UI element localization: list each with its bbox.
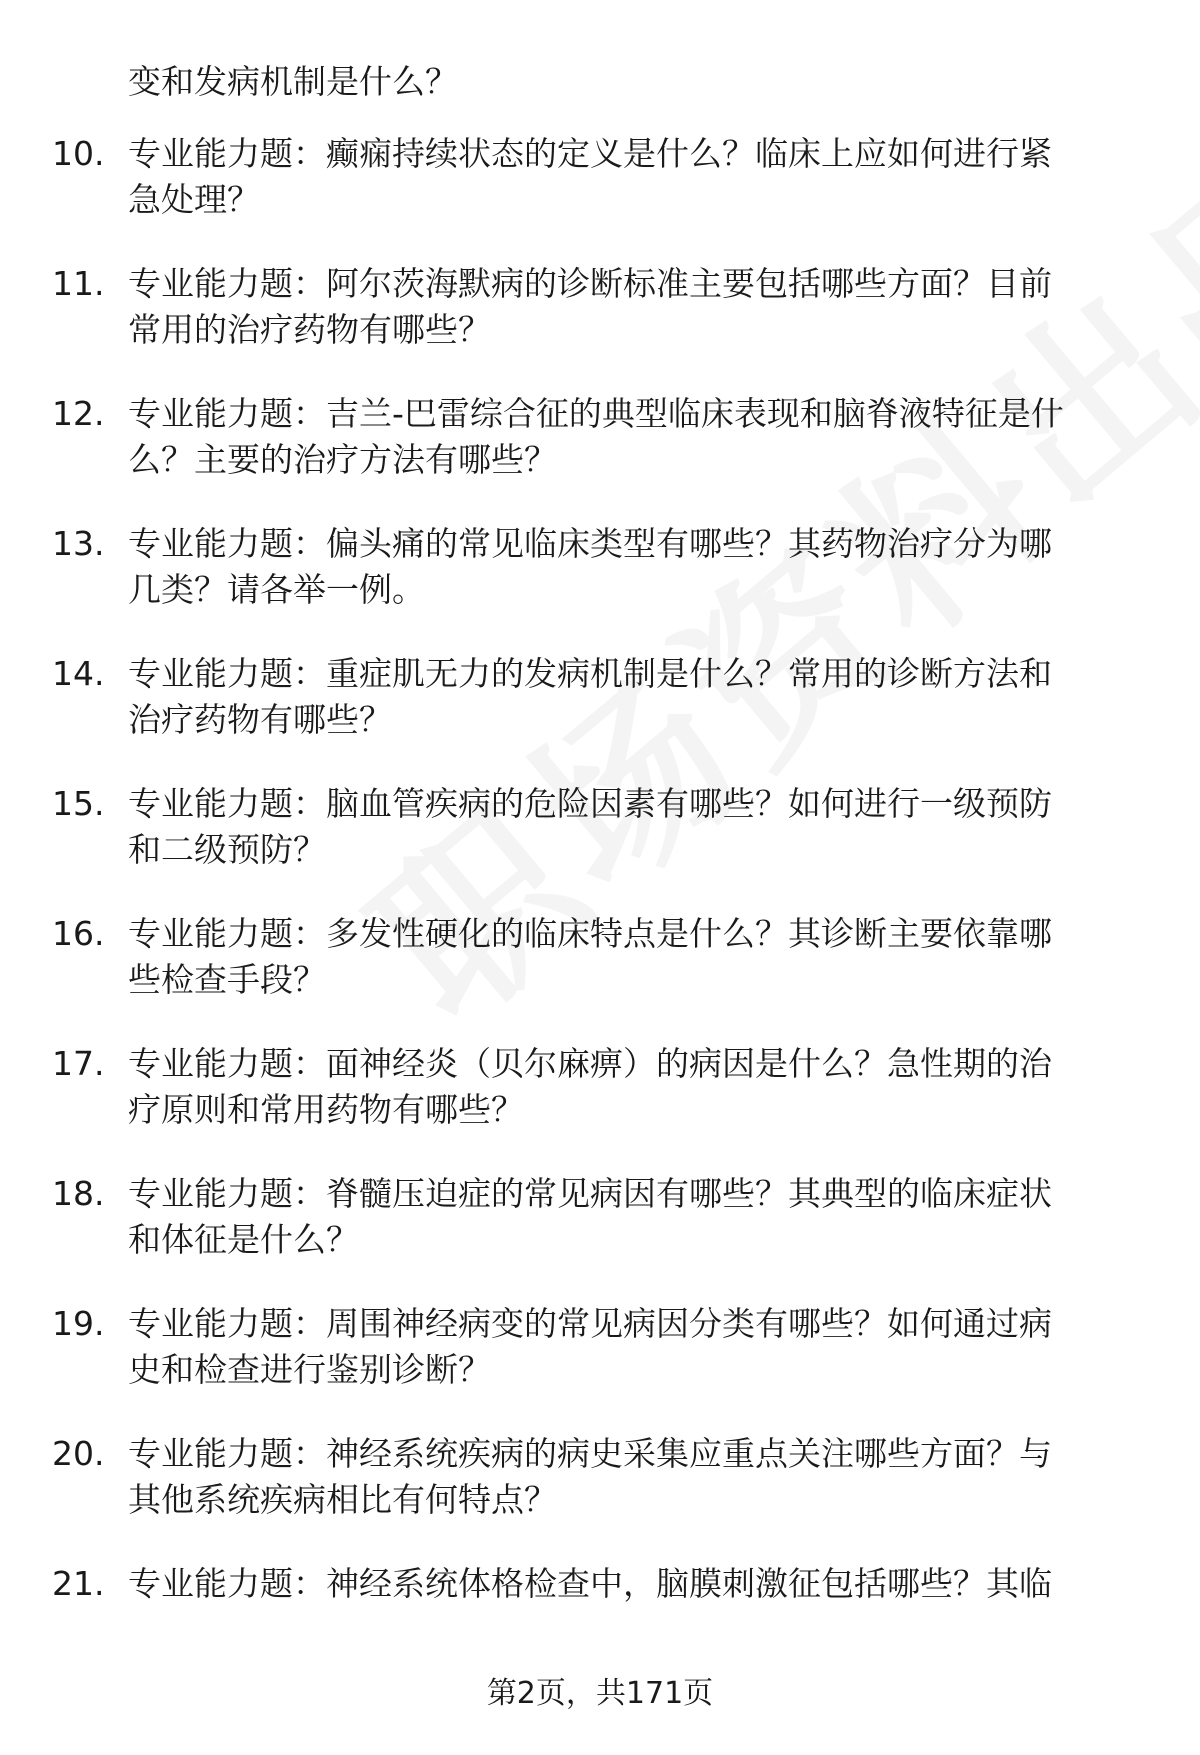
question-text-line: 专业能力题：癫痫持续状态的定义是什么？临床上应如何进行紧	[128, 134, 1052, 173]
question-text-line: 专业能力题：面神经炎（贝尔麻痹）的病因是什么？急性期的治	[128, 1044, 1052, 1083]
question-number: 10.	[52, 134, 105, 173]
question-number: 20.	[52, 1434, 105, 1473]
question-text-line: 和二级预防？	[128, 830, 326, 869]
question-text-line: 治疗药物有哪些？	[128, 700, 392, 739]
question-number: 14.	[52, 654, 105, 693]
question-number: 13.	[52, 524, 105, 563]
question-text-line: 急处理？	[128, 180, 260, 219]
question-number: 17.	[52, 1044, 105, 1083]
question-text-line: 专业能力题：多发性硬化的临床特点是什么？其诊断主要依靠哪	[128, 914, 1052, 953]
question-text-line: 疗原则和常用药物有哪些？	[128, 1090, 524, 1129]
question-text-line: 专业能力题：重症肌无力的发病机制是什么？常用的诊断方法和	[128, 654, 1052, 693]
question-text-line: 专业能力题：吉兰-巴雷综合征的典型临床表现和脑脊液特征是什	[128, 394, 1064, 433]
question-text-line: 其他系统疾病相比有何特点？	[128, 1480, 557, 1519]
question-text-line: 专业能力题：脑血管疾病的危险因素有哪些？如何进行一级预防	[128, 784, 1052, 823]
question-text-line: 专业能力题：脊髓压迫症的常见病因有哪些？其典型的临床症状	[128, 1174, 1052, 1213]
question-number: 18.	[52, 1174, 105, 1213]
question-number: 19.	[52, 1304, 105, 1343]
question-number: 11.	[52, 264, 105, 303]
question-number: 12.	[52, 394, 105, 433]
question-text-line: 专业能力题：神经系统疾病的病史采集应重点关注哪些方面？与	[128, 1434, 1052, 1473]
question-text-line: 些检查手段？	[128, 960, 326, 999]
question-number: 16.	[52, 914, 105, 953]
question-text-line: 史和检查进行鉴别诊断？	[128, 1350, 491, 1389]
question-text-line: 专业能力题：周围神经病变的常见病因分类有哪些？如何通过病	[128, 1304, 1052, 1343]
question-text-line: 几类？请各举一例。	[128, 570, 425, 609]
continuation-line: 变和发病机制是什么？	[128, 62, 458, 101]
question-text-line: 专业能力题：阿尔茨海默病的诊断标准主要包括哪些方面？目前	[128, 264, 1052, 303]
page-footer: 第2页，共171页	[486, 1676, 714, 1711]
question-text-line: 和体征是什么？	[128, 1220, 359, 1259]
question-text-line: 专业能力题：神经系统体格检查中，脑膜刺激征包括哪些？其临	[128, 1564, 1052, 1603]
question-text-line: 么？主要的治疗方法有哪些？	[128, 440, 557, 479]
question-number: 21.	[52, 1564, 105, 1603]
question-number: 15.	[52, 784, 105, 823]
question-text-line: 专业能力题：偏头痛的常见临床类型有哪些？其药物治疗分为哪	[128, 524, 1052, 563]
question-text-line: 常用的治疗药物有哪些？	[128, 310, 491, 349]
